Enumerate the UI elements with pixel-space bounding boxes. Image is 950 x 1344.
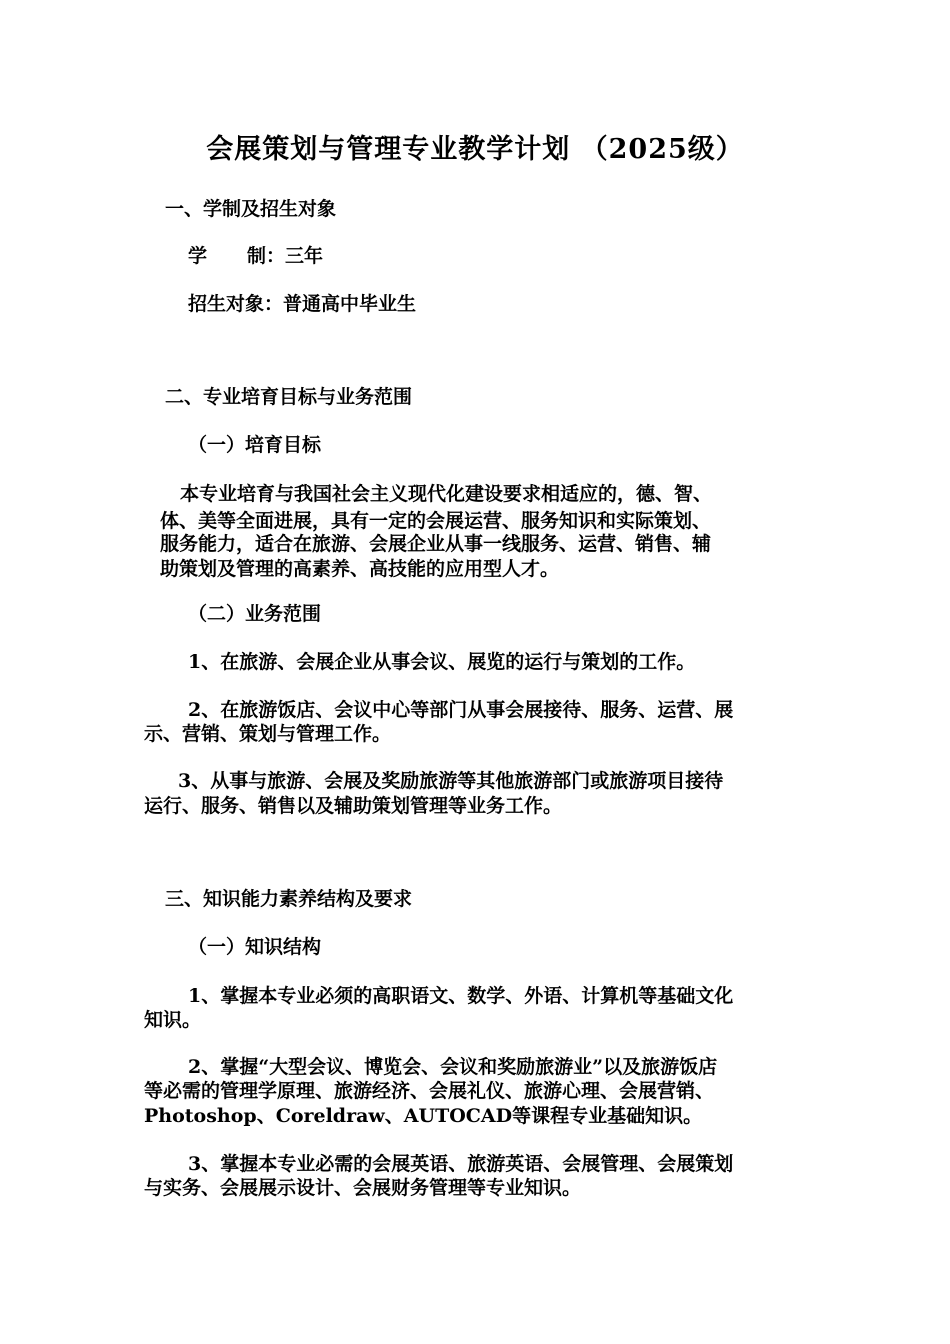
duration-label: 学 — [188, 245, 208, 267]
goal-line-4: 助策划及管理的高素养、高技能的应用型人才。 — [160, 558, 560, 580]
knowledge-item-1-line-1: 1、掌握本专业必须的高职语文、数学、外语、计算机等基础文化 — [188, 985, 734, 1007]
knowledge-item-3-line-1: 3、掌握本专业必需的会展英语、旅游英语、会展管理、会展策划 — [188, 1153, 734, 1175]
enrollment-target: 招生对象：普通高中毕业生 — [188, 293, 417, 315]
subheading-knowledge: （一）知识结构 — [188, 936, 322, 958]
scope-item-2-line-2: 示、营销、策划与管理工作。 — [144, 723, 392, 745]
page-title: 会展策划与管理专业教学计划 （2025级） — [206, 134, 744, 165]
scope-item-2-line-1: 2、在旅游饭店、会议中心等部门从事会展接待、服务、运营、展 — [188, 699, 734, 721]
goal-line-2: 体、美等全面进展，具有一定的会展运营、服务知识和实际策划、 — [160, 510, 712, 532]
section-heading-3: 三、知识能力素养结构及要求 — [165, 888, 413, 910]
knowledge-item-2-line-2: 等必需的管理学原理、旅游经济、会展礼仪、旅游心理、会展营销、 — [144, 1080, 715, 1102]
scope-item-3-line-1: 3、从事与旅游、会展及奖励旅游等其他旅游部门或旅游项目接待 — [178, 770, 724, 792]
knowledge-item-1-line-2: 知识。 — [144, 1009, 202, 1031]
goal-line-1: 本专业培育与我国社会主义现代化建设要求相适应的，德、智、 — [180, 483, 713, 505]
knowledge-item-3-line-2: 与实务、会展展示设计、会展财务管理等专业知识。 — [144, 1177, 582, 1199]
subheading-goals: （一）培育目标 — [188, 434, 322, 456]
goal-line-3: 服务能力，适合在旅游、会展企业从事一线服务、运营、销售、辅 — [160, 533, 712, 555]
subheading-scope: （二）业务范围 — [188, 603, 322, 625]
duration-line — [188, 243, 323, 269]
scope-item-3-line-2: 运行、服务、销售以及辅助策划管理等业务工作。 — [144, 795, 563, 817]
section-heading-1: 一、学制及招生对象 — [165, 198, 337, 220]
scope-item-1: 1、在旅游、会展企业从事会议、展览的运行与策划的工作。 — [188, 651, 696, 673]
duration-value: 制：三年 — [247, 245, 324, 267]
section-heading-2: 二、专业培育目标与业务范围 — [165, 386, 413, 408]
knowledge-item-2-line-1: 2、掌握“大型会议、博览会、会议和奖励旅游业”以及旅游饭店 — [188, 1056, 718, 1078]
knowledge-item-2-line-3: Photoshop、Coreldraw、AUTOCAD等课程专业基础知识。 — [144, 1105, 703, 1127]
